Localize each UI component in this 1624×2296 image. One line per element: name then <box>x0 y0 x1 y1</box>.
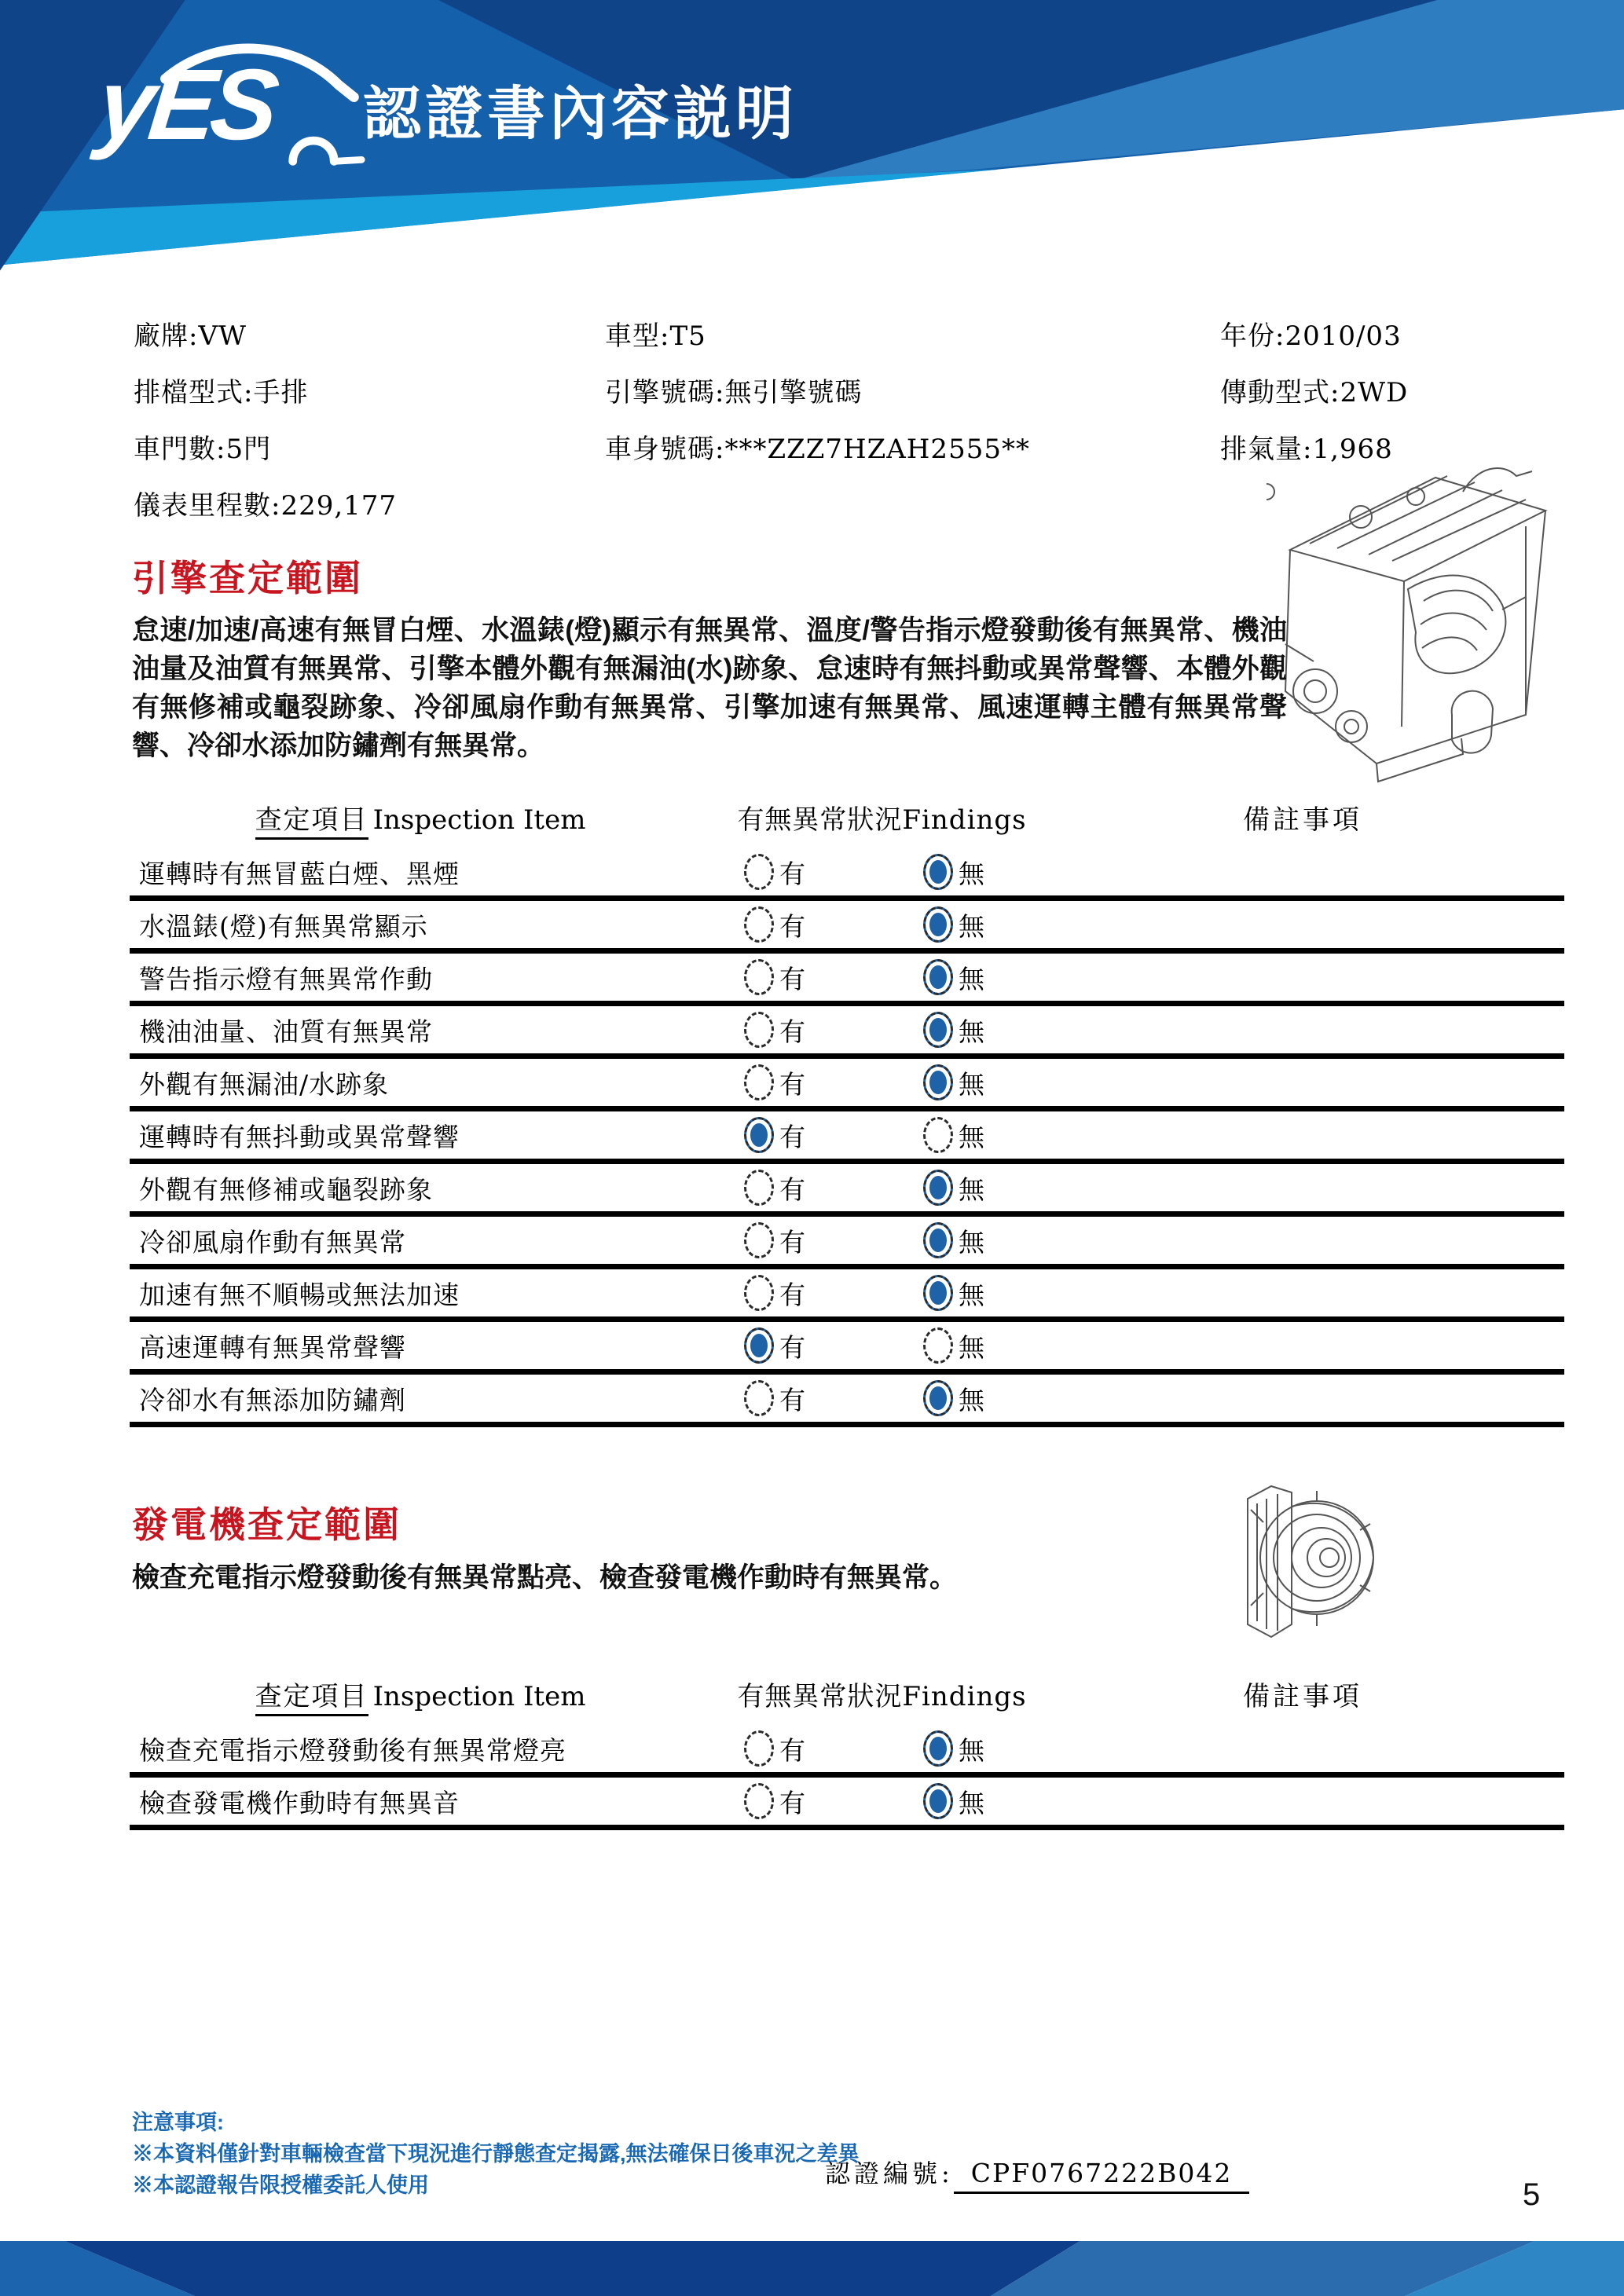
header-banner <box>0 0 1624 273</box>
info-line: 車門數:5門 <box>134 434 272 465</box>
radio-no-icon <box>923 1012 953 1048</box>
radio-yes-icon <box>744 1275 774 1311</box>
radio-option-yes[interactable] <box>744 1322 805 1369</box>
radio-option-yes[interactable] <box>744 1725 805 1772</box>
engine-inspection-table <box>130 787 1564 1427</box>
radio-option-no[interactable] <box>923 1164 984 1211</box>
radio-no-icon <box>923 959 953 995</box>
radio-option-no[interactable] <box>923 1059 984 1106</box>
radio-no-label: 無 <box>959 1068 984 1100</box>
radio-no-label: 無 <box>959 1279 984 1310</box>
header-notes: 備註事項 <box>1243 804 1362 836</box>
radio-yes-icon <box>744 1730 774 1767</box>
radio-no-icon <box>923 1730 953 1767</box>
generator-section-heading: 發電機查定範圍 <box>132 1504 401 1545</box>
table-body <box>130 1725 1564 1830</box>
radio-no-label: 無 <box>959 858 984 889</box>
radio-no-label: 無 <box>959 1734 984 1766</box>
vehicle-info-col3 <box>1220 308 1408 478</box>
info-line: 傳動型式:2WD <box>1220 377 1409 408</box>
radio-option-no[interactable] <box>923 1269 984 1316</box>
radio-yes-label: 有 <box>779 1068 805 1100</box>
inspection-item-label: 機油油量、油質有無異常 <box>139 1016 433 1047</box>
generator-inspection-table <box>130 1664 1564 1830</box>
radio-no-label: 無 <box>959 1384 984 1415</box>
inspection-item-label: 警告指示燈有無異常作動 <box>139 963 433 994</box>
radio-option-no[interactable] <box>923 1725 984 1772</box>
radio-yes-label: 有 <box>779 1226 805 1258</box>
radio-yes-label: 有 <box>779 1121 805 1152</box>
inspection-item-label: 檢查充電指示燈發動後有無異常燈亮 <box>139 1734 566 1766</box>
inspection-item-label: 外觀有無漏油/水跡象 <box>139 1068 390 1100</box>
header-notes: 備註事項 <box>1243 1681 1362 1712</box>
table-row <box>130 1059 1564 1111</box>
table-header-row <box>130 1664 1564 1725</box>
table-row <box>130 1778 1564 1830</box>
alternator-illustration <box>1216 1475 1389 1648</box>
table-row <box>130 1217 1564 1269</box>
radio-yes-icon <box>744 1327 774 1364</box>
table-header-row <box>130 787 1564 848</box>
table-row <box>130 1006 1564 1059</box>
info-line: 年份:2010/03 <box>1220 320 1402 352</box>
info-line: 車身號碼:***ZZZ7HZAH2555** <box>605 434 1030 465</box>
radio-yes-label: 有 <box>779 1016 805 1047</box>
inspection-item-label: 檢查發電機作動時有無異音 <box>139 1787 460 1818</box>
radio-option-yes[interactable] <box>744 954 805 1001</box>
radio-yes-icon <box>744 1222 774 1258</box>
table-row <box>130 1322 1564 1375</box>
radio-option-no[interactable] <box>923 848 984 895</box>
info-line: 儀表里程數:229,177 <box>134 490 398 522</box>
radio-no-icon <box>923 1170 953 1206</box>
inspection-item-label: 冷卻風扇作動有無異常 <box>139 1226 406 1258</box>
info-line: 車型:T5 <box>605 320 706 352</box>
radio-option-no[interactable] <box>923 954 984 1001</box>
info-line: 引擎號碼:無引擎號碼 <box>605 377 863 408</box>
inspection-item-label: 運轉時有無冒藍白煙、黑煙 <box>139 858 460 889</box>
radio-option-no[interactable] <box>923 901 984 948</box>
notes-title: 注意事項: <box>132 2111 224 2134</box>
page-title: 認證書內容説明 <box>363 81 797 146</box>
radio-option-no[interactable] <box>923 1778 984 1825</box>
radio-no-label: 無 <box>959 1331 984 1363</box>
radio-yes-icon <box>744 1783 774 1819</box>
radio-option-yes[interactable] <box>744 1269 805 1316</box>
table-row <box>130 1269 1564 1322</box>
radio-yes-icon <box>744 1117 774 1153</box>
radio-yes-label: 有 <box>779 1787 805 1818</box>
info-line: 排氣量:1,968 <box>1220 434 1393 465</box>
radio-option-yes[interactable] <box>744 848 805 895</box>
inspection-item-label: 外觀有無修補或龜裂跡象 <box>139 1174 433 1205</box>
radio-yes-label: 有 <box>779 963 805 994</box>
certificate-number-value: CPF0767222B042 <box>954 2158 1250 2194</box>
radio-option-no[interactable] <box>923 1217 984 1264</box>
table-row <box>130 848 1564 901</box>
radio-no-icon <box>923 1117 953 1153</box>
table-row <box>130 1725 1564 1778</box>
radio-option-yes[interactable] <box>744 1778 805 1825</box>
radio-option-yes[interactable] <box>744 1164 805 1211</box>
inspection-item-label: 高速運轉有無異常聲響 <box>139 1331 406 1363</box>
table-row <box>130 1164 1564 1217</box>
radio-yes-label: 有 <box>779 1331 805 1363</box>
engine-section-description: 怠速/加速/高速有無冒白煙、水溫錶(燈)顯示有無異常、溫度/警告指示燈發動後有無異常、機油油量及油質有無異常、引擎本體外觀有無漏油(水)跡象、怠速時有無抖動或異常聲響、本體外觀有無修補或龜裂跡象、冷卻風扇作動有無異常、引擎加速有無異常、風速運轉主體有無異常聲響、冷卻水添加防鏽劑有無異常。 <box>132 615 1287 761</box>
footer-banner <box>0 2241 1624 2296</box>
radio-no-icon <box>923 854 953 890</box>
radio-yes-label: 有 <box>779 858 805 889</box>
radio-option-yes[interactable] <box>744 1111 805 1159</box>
radio-yes-label: 有 <box>779 1734 805 1766</box>
radio-yes-label: 有 <box>779 1384 805 1415</box>
table-row <box>130 1375 1564 1427</box>
note-line: ※本資料僅針對車輛檢查當下現況進行靜態查定揭露,無法確保日後車況之差異 <box>132 2142 860 2166</box>
note-line: ※本認證報告限授權委託人使用 <box>132 2173 429 2197</box>
radio-no-label: 無 <box>959 910 984 942</box>
radio-yes-icon <box>744 1380 774 1416</box>
radio-option-no[interactable] <box>923 1322 984 1369</box>
engine-illustration <box>1267 456 1589 801</box>
radio-option-no[interactable] <box>923 1006 984 1053</box>
yes-logo <box>93 33 368 178</box>
page-number: 5 <box>1523 2177 1541 2212</box>
radio-yes-icon <box>744 959 774 995</box>
info-line: 廠牌:VW <box>134 320 247 352</box>
header-inspection-item: 查定項目 Inspection Item <box>200 798 640 837</box>
info-line: 排檔型式:手排 <box>134 377 309 408</box>
radio-no-icon <box>923 1783 953 1819</box>
table-body <box>130 848 1564 1427</box>
radio-no-label: 無 <box>959 1226 984 1258</box>
table-row <box>130 954 1564 1006</box>
radio-no-label: 無 <box>959 1016 984 1047</box>
header-inspection-item: 查定項目 Inspection Item <box>200 1675 640 1713</box>
radio-yes-icon <box>744 1170 774 1206</box>
inspection-item-label: 水溫錶(燈)有無異常顯示 <box>139 910 428 942</box>
radio-yes-label: 有 <box>779 910 805 942</box>
inspection-item-label: 冷卻水有無添加防鏽劑 <box>139 1384 406 1415</box>
radio-option-yes[interactable] <box>744 1375 805 1422</box>
radio-yes-label: 有 <box>779 1174 805 1205</box>
radio-no-icon <box>923 906 953 943</box>
radio-no-icon <box>923 1275 953 1311</box>
radio-yes-icon <box>744 1012 774 1048</box>
table-row <box>130 1111 1564 1164</box>
vehicle-info-col1 <box>134 308 397 534</box>
table-row <box>130 901 1564 954</box>
radio-option-yes[interactable] <box>744 1217 805 1264</box>
radio-option-no[interactable] <box>923 1111 984 1159</box>
radio-no-icon <box>923 1222 953 1258</box>
radio-option-yes[interactable] <box>744 1006 805 1053</box>
radio-option-yes[interactable] <box>744 901 805 948</box>
yes-logo-text: yES <box>93 49 279 161</box>
radio-no-label: 無 <box>959 1121 984 1152</box>
generator-section-description: 檢查充電指示燈發動後有無異常點亮、檢查發電機作動時有無異常。 <box>132 1562 958 1593</box>
car-outline-icon <box>93 33 368 178</box>
radio-no-icon <box>923 1327 953 1364</box>
header-findings: 有無異常狀況Findings <box>737 804 1027 836</box>
radio-no-icon <box>923 1380 953 1416</box>
inspection-item-label: 運轉時有無抖動或異常聲響 <box>139 1121 460 1152</box>
inspection-item-label: 加速有無不順暢或無法加速 <box>139 1279 460 1310</box>
engine-section-heading: 引擎查定範圍 <box>132 558 363 599</box>
radio-yes-icon <box>744 854 774 890</box>
certificate-number-label: 認證編號: <box>825 2159 954 2188</box>
vehicle-info-col2 <box>605 308 1030 478</box>
radio-option-no[interactable] <box>923 1375 984 1422</box>
notes-block <box>132 2107 860 2201</box>
radio-yes-icon <box>744 906 774 943</box>
header-findings: 有無異常狀況Findings <box>737 1681 1027 1712</box>
radio-yes-label: 有 <box>779 1279 805 1310</box>
certificate-number <box>825 2154 1249 2194</box>
radio-option-yes[interactable] <box>744 1059 805 1106</box>
radio-no-icon <box>923 1064 953 1100</box>
radio-no-label: 無 <box>959 1787 984 1818</box>
radio-no-label: 無 <box>959 1174 984 1205</box>
radio-yes-icon <box>744 1064 774 1100</box>
radio-no-label: 無 <box>959 963 984 994</box>
